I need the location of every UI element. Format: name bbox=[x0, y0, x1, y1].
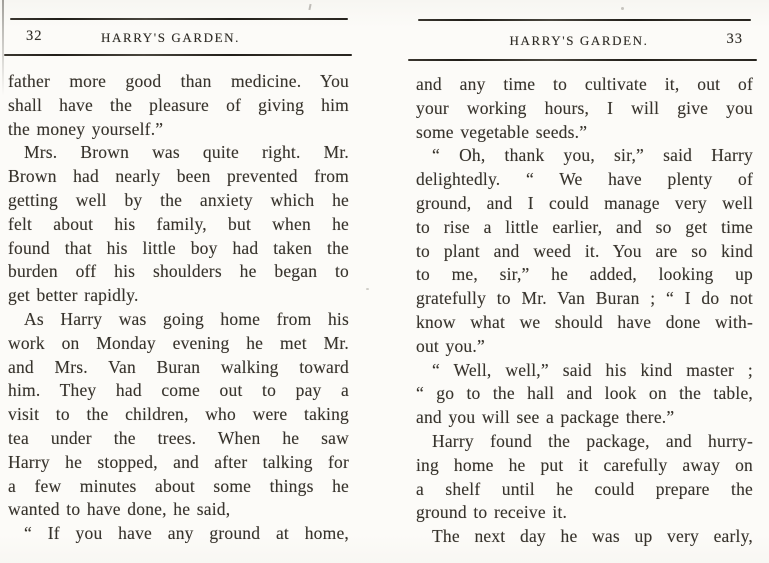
text-line: Brown had nearly been prevented from bbox=[8, 166, 349, 187]
text-line: “ Oh, thank you, sir,” said Harry bbox=[432, 145, 753, 166]
text-line: shall have the pleasure of giving him bbox=[8, 94, 349, 115]
left-page bbox=[8, 0, 349, 563]
text-line: a shelf until he could prepare the bbox=[416, 478, 753, 499]
text-line: work on Monday evening he met Mr. bbox=[8, 332, 349, 353]
text-line: to me, sir,” he added, looking up bbox=[416, 264, 753, 285]
right-page bbox=[415, 0, 753, 563]
text-line: As Harry was going home from his bbox=[24, 308, 349, 329]
text-line: a few minutes about some things he bbox=[8, 475, 349, 496]
text-line: “ Well, well,” said his kind master ; bbox=[432, 359, 753, 380]
text-line: know what we should have done with- bbox=[416, 311, 753, 332]
text-line: The next day he was up very early, bbox=[432, 526, 753, 547]
header-rule-top bbox=[418, 19, 751, 21]
right-page-text bbox=[416, 73, 753, 549]
text-line: delightedly. “ We have plenty of bbox=[416, 169, 753, 190]
text-line: felt about his family, but when he bbox=[8, 213, 349, 234]
text-line: out you.” bbox=[416, 335, 485, 356]
text-line: and any time to cultivate it, out of bbox=[416, 74, 753, 94]
text-line: found that his little boy had taken the bbox=[8, 237, 349, 258]
header-rule-top bbox=[10, 18, 348, 20]
running-head-left: HARRY'S GARDEN. bbox=[100, 30, 241, 45]
text-line: ing home he put it carefully away on bbox=[416, 454, 753, 475]
text-line: and you will see a package there.” bbox=[416, 407, 675, 428]
text-line: get better rapidly. bbox=[8, 285, 139, 306]
text-line: wanted to have done, he said, bbox=[8, 499, 231, 520]
scan-speck bbox=[366, 288, 369, 290]
text-line: ground to receive it. bbox=[416, 502, 568, 523]
text-line: and Mrs. Van Buran walking toward bbox=[8, 356, 349, 377]
text-line: father more good than medicine. You bbox=[8, 71, 349, 91]
text-line: ground, and I could manage very well bbox=[416, 192, 753, 213]
text-line: some vegetable seeds.” bbox=[416, 121, 588, 142]
text-line: Mrs. Brown was quite right. Mr. bbox=[24, 142, 349, 163]
text-line: Harry he stopped, and after talking for bbox=[8, 451, 349, 472]
text-line: tea under the trees. When he saw bbox=[8, 427, 349, 448]
text-line: your working hours, I will give you bbox=[416, 97, 753, 118]
text-line: “ go to the hall and look on the table, bbox=[416, 383, 753, 404]
text-line: him. They had come out to pay a bbox=[8, 380, 349, 401]
text-line: to plant and weed it. You are so kind bbox=[416, 240, 753, 261]
header-rule-bottom bbox=[4, 54, 352, 56]
text-line: visit to the children, who were taking bbox=[8, 404, 349, 425]
running-head-right: HARRY'S GARDEN. bbox=[509, 33, 649, 48]
text-line: the money yourself.” bbox=[8, 118, 164, 139]
text-line: gratefully to Mr. Van Buran ; “ I do not bbox=[416, 288, 753, 309]
scan-edge-artifact bbox=[2, 0, 4, 96]
text-line: “ If you have any ground at home, bbox=[24, 523, 349, 544]
text-line: Harry found the package, and hurry- bbox=[432, 430, 753, 451]
page-number-left: 32 bbox=[26, 28, 43, 44]
text-line: getting well by the anxiety which he bbox=[8, 189, 349, 210]
text-line: to rise a little earlier, and so get time bbox=[416, 216, 753, 237]
header-rule-bottom bbox=[408, 59, 757, 61]
text-line: burden off his shoulders he began to bbox=[8, 261, 349, 282]
page-number-right: 33 bbox=[726, 31, 743, 47]
left-page-text bbox=[8, 70, 349, 546]
